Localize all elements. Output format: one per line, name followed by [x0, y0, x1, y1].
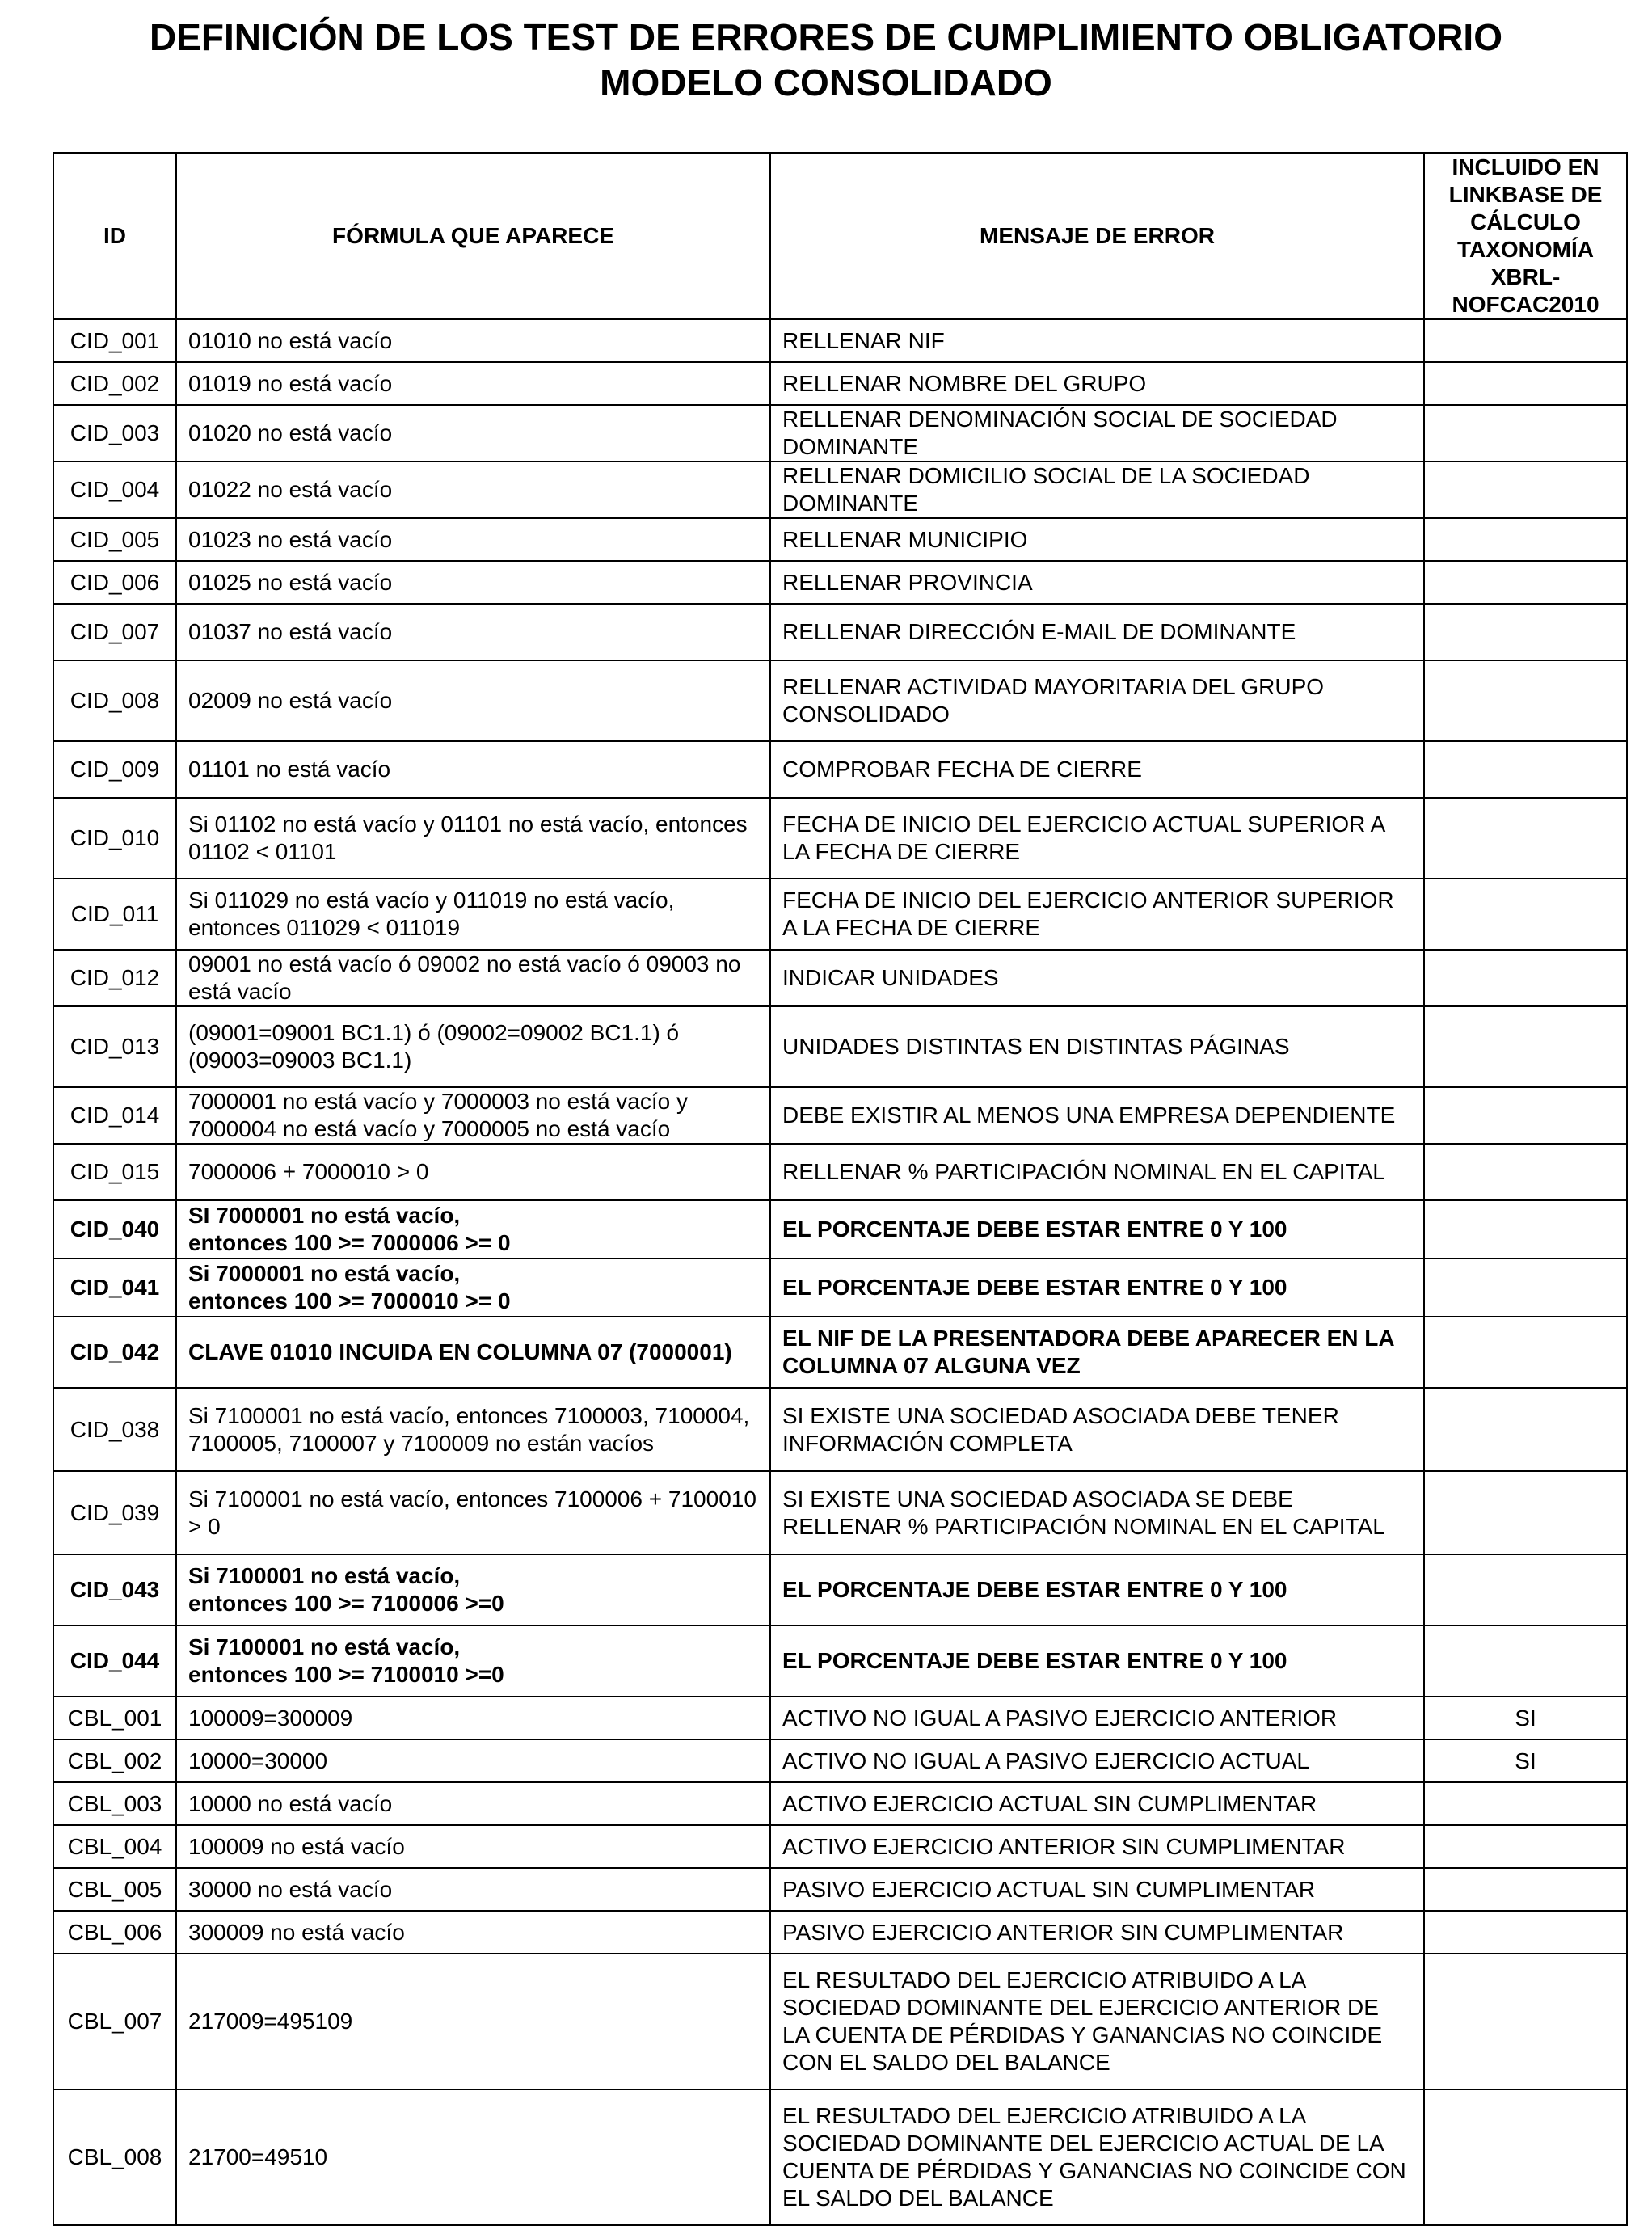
cell-incluido: [1424, 741, 1627, 798]
table-row: [53, 1697, 1627, 1739]
cell-formula: 21700=49510: [176, 2089, 770, 2225]
cell-mensaje: EL RESULTADO DEL EJERCICIO ATRIBUIDO A LA SOCIEDAD DOMINANTE DEL EJERCICIO ACTUAL DE LA CUENTA DE PÉRDIDAS Y GANANCIAS NO COINCIDE CON EL SALDO DEL BALANCE: [770, 2089, 1424, 2225]
cell-incluido: SI: [1424, 1697, 1627, 1739]
cell-incluido: [1424, 1006, 1627, 1087]
cell-formula: 10000 no está vacío: [176, 1782, 770, 1825]
table-row: [53, 1471, 1627, 1554]
cell-incluido: [1424, 1258, 1627, 1317]
header-id: ID: [53, 153, 176, 319]
cell-formula: 09001 no está vacío ó 09002 no está vacío ó 09003 no está vacío: [176, 950, 770, 1006]
cell-id: CID_044: [53, 1625, 176, 1697]
cell-id: CID_012: [53, 950, 176, 1006]
cell-formula: 7000006 + 7000010 > 0: [176, 1144, 770, 1200]
cell-id: CID_041: [53, 1258, 176, 1317]
table-row: [53, 1868, 1627, 1911]
cell-id: CID_002: [53, 362, 176, 405]
cell-mensaje: RELLENAR DENOMINACIÓN SOCIAL DE SOCIEDAD DOMINANTE: [770, 405, 1424, 462]
cell-mensaje: ACTIVO NO IGUAL A PASIVO EJERCICIO ANTERIOR: [770, 1697, 1424, 1739]
cell-formula: Si 7100001 no está vacío, entonces 100 >= 7100010 >=0: [176, 1625, 770, 1697]
title-line-2: MODELO CONSOLIDADO: [600, 61, 1052, 103]
cell-formula: SI 7000001 no está vacío, entonces 100 >= 7000006 >= 0: [176, 1200, 770, 1258]
table-row: [53, 1087, 1627, 1144]
cell-formula: 217009=495109: [176, 1954, 770, 2089]
cell-incluido: [1424, 879, 1627, 950]
cell-incluido: [1424, 462, 1627, 518]
cell-id: CID_008: [53, 660, 176, 741]
table-row: [53, 1625, 1627, 1697]
cell-mensaje: EL PORCENTAJE DEBE ESTAR ENTRE 0 Y 100: [770, 1258, 1424, 1317]
table-header-row: [53, 153, 1627, 319]
cell-id: CBL_003: [53, 1782, 176, 1825]
cell-mensaje: RELLENAR NOMBRE DEL GRUPO: [770, 362, 1424, 405]
header-incluido: INCLUIDO EN LINKBASE DE CÁLCULO TAXONOMÍA XBRL-NOFCAC2010: [1424, 153, 1627, 319]
cell-incluido: [1424, 1554, 1627, 1625]
table-row: [53, 405, 1627, 462]
cell-incluido: [1424, 950, 1627, 1006]
cell-mensaje: ACTIVO NO IGUAL A PASIVO EJERCICIO ACTUAL: [770, 1739, 1424, 1782]
table-row: [53, 798, 1627, 879]
table-row: [53, 741, 1627, 798]
cell-formula: 30000 no está vacío: [176, 1868, 770, 1911]
cell-id: CID_005: [53, 518, 176, 561]
cell-id: CID_003: [53, 405, 176, 462]
cell-mensaje: PASIVO EJERCICIO ANTERIOR SIN CUMPLIMENTAR: [770, 1911, 1424, 1954]
table-row: [53, 362, 1627, 405]
cell-formula: 10000=30000: [176, 1739, 770, 1782]
table-body: [53, 319, 1627, 2225]
header-mensaje: MENSAJE DE ERROR: [770, 153, 1424, 319]
cell-incluido: [1424, 561, 1627, 604]
table-row: [53, 319, 1627, 362]
cell-id: CBL_005: [53, 1868, 176, 1911]
cell-mensaje: INDICAR UNIDADES: [770, 950, 1424, 1006]
cell-id: CBL_008: [53, 2089, 176, 2225]
cell-id: CID_043: [53, 1554, 176, 1625]
cell-incluido: SI: [1424, 1739, 1627, 1782]
table-row: [53, 950, 1627, 1006]
table-row: [53, 1388, 1627, 1471]
table-row: [53, 1006, 1627, 1087]
table-row: [53, 1911, 1627, 1954]
cell-incluido: [1424, 405, 1627, 462]
cell-incluido: [1424, 798, 1627, 879]
cell-mensaje: RELLENAR DIRECCIÓN E-MAIL DE DOMINANTE: [770, 604, 1424, 660]
cell-mensaje: EL PORCENTAJE DEBE ESTAR ENTRE 0 Y 100: [770, 1200, 1424, 1258]
table-row: [53, 1258, 1627, 1317]
table-row: [53, 1782, 1627, 1825]
cell-mensaje: EL PORCENTAJE DEBE ESTAR ENTRE 0 Y 100: [770, 1554, 1424, 1625]
cell-incluido: [1424, 1868, 1627, 1911]
table-row: [53, 561, 1627, 604]
cell-mensaje: RELLENAR MUNICIPIO: [770, 518, 1424, 561]
document-title: [0, 15, 1652, 105]
cell-incluido: [1424, 1911, 1627, 1954]
cell-mensaje: RELLENAR PROVINCIA: [770, 561, 1424, 604]
cell-formula: Si 7100001 no está vacío, entonces 100 >= 7100006 >=0: [176, 1554, 770, 1625]
cell-mensaje: RELLENAR DOMICILIO SOCIAL DE LA SOCIEDAD DOMINANTE: [770, 462, 1424, 518]
cell-incluido: [1424, 518, 1627, 561]
cell-mensaje: ACTIVO EJERCICIO ANTERIOR SIN CUMPLIMENTAR: [770, 1825, 1424, 1868]
cell-mensaje: COMPROBAR FECHA DE CIERRE: [770, 741, 1424, 798]
cell-incluido: [1424, 1471, 1627, 1554]
cell-mensaje: UNIDADES DISTINTAS EN DISTINTAS PÁGINAS: [770, 1006, 1424, 1087]
cell-id: CID_015: [53, 1144, 176, 1200]
cell-id: CBL_007: [53, 1954, 176, 2089]
cell-incluido: [1424, 660, 1627, 741]
cell-incluido: [1424, 1317, 1627, 1388]
cell-formula: 100009=300009: [176, 1697, 770, 1739]
cell-mensaje: SI EXISTE UNA SOCIEDAD ASOCIADA SE DEBE RELLENAR % PARTICIPACIÓN NOMINAL EN EL CAPITAL: [770, 1471, 1424, 1554]
cell-formula: 7000001 no está vacío y 7000003 no está vacío y 7000004 no está vacío y 7000005 no está vacío: [176, 1087, 770, 1144]
cell-incluido: [1424, 604, 1627, 660]
cell-mensaje: PASIVO EJERCICIO ACTUAL SIN CUMPLIMENTAR: [770, 1868, 1424, 1911]
cell-incluido: [1424, 1954, 1627, 2089]
cell-incluido: [1424, 2089, 1627, 2225]
cell-formula: 01022 no está vacío: [176, 462, 770, 518]
cell-incluido: [1424, 362, 1627, 405]
cell-mensaje: DEBE EXISTIR AL MENOS UNA EMPRESA DEPENDIENTE: [770, 1087, 1424, 1144]
cell-mensaje: EL PORCENTAJE DEBE ESTAR ENTRE 0 Y 100: [770, 1625, 1424, 1697]
cell-formula: 01023 no está vacío: [176, 518, 770, 561]
cell-incluido: [1424, 1200, 1627, 1258]
cell-formula: 01010 no está vacío: [176, 319, 770, 362]
cell-formula: 02009 no está vacío: [176, 660, 770, 741]
table-row: [53, 604, 1627, 660]
cell-formula: 100009 no está vacío: [176, 1825, 770, 1868]
cell-mensaje: FECHA DE INICIO DEL EJERCICIO ANTERIOR SUPERIOR A LA FECHA DE CIERRE: [770, 879, 1424, 950]
cell-mensaje: ACTIVO EJERCICIO ACTUAL SIN CUMPLIMENTAR: [770, 1782, 1424, 1825]
cell-formula: 01101 no está vacío: [176, 741, 770, 798]
cell-mensaje: SI EXISTE UNA SOCIEDAD ASOCIADA DEBE TENER INFORMACIÓN COMPLETA: [770, 1388, 1424, 1471]
cell-id: CID_014: [53, 1087, 176, 1144]
table-row: [53, 879, 1627, 950]
cell-mensaje: EL RESULTADO DEL EJERCICIO ATRIBUIDO A LA SOCIEDAD DOMINANTE DEL EJERCICIO ANTERIOR DE LA CUENTA DE PÉRDIDAS Y GANANCIAS NO COINCIDE CON EL SALDO DEL BALANCE: [770, 1954, 1424, 2089]
cell-formula: Si 011029 no está vacío y 011019 no está vacío, entonces 011029 < 011019: [176, 879, 770, 950]
cell-id: CID_006: [53, 561, 176, 604]
cell-incluido: [1424, 1625, 1627, 1697]
table-row: [53, 1317, 1627, 1388]
table-row: [53, 462, 1627, 518]
table-row: [53, 1739, 1627, 1782]
cell-formula: CLAVE 01010 INCUIDA EN COLUMNA 07 (7000001): [176, 1317, 770, 1388]
table-row: [53, 1954, 1627, 2089]
cell-mensaje: EL NIF DE LA PRESENTADORA DEBE APARECER EN LA COLUMNA 07 ALGUNA VEZ: [770, 1317, 1424, 1388]
cell-id: CID_013: [53, 1006, 176, 1087]
cell-id: CID_009: [53, 741, 176, 798]
cell-id: CBL_006: [53, 1911, 176, 1954]
cell-incluido: [1424, 319, 1627, 362]
cell-formula: Si 01102 no está vacío y 01101 no está vacío, entonces 01102 < 01101: [176, 798, 770, 879]
cell-mensaje: RELLENAR ACTIVIDAD MAYORITARIA DEL GRUPO CONSOLIDADO: [770, 660, 1424, 741]
cell-mensaje: RELLENAR % PARTICIPACIÓN NOMINAL EN EL CAPITAL: [770, 1144, 1424, 1200]
table-row: [53, 1144, 1627, 1200]
cell-formula: Si 7100001 no está vacío, entonces 7100006 + 7100010 > 0: [176, 1471, 770, 1554]
cell-formula: 01037 no está vacío: [176, 604, 770, 660]
cell-formula: Si 7000001 no está vacío, entonces 100 >= 7000010 >= 0: [176, 1258, 770, 1317]
cell-incluido: [1424, 1782, 1627, 1825]
cell-formula: 01019 no está vacío: [176, 362, 770, 405]
cell-incluido: [1424, 1087, 1627, 1144]
cell-id: CID_039: [53, 1471, 176, 1554]
cell-id: CBL_001: [53, 1697, 176, 1739]
cell-id: CID_011: [53, 879, 176, 950]
title-line-1: DEFINICIÓN DE LOS TEST DE ERRORES DE CUMPLIMIENTO OBLIGATORIO: [150, 16, 1502, 58]
cell-id: CID_004: [53, 462, 176, 518]
cell-id: CID_040: [53, 1200, 176, 1258]
cell-id: CBL_002: [53, 1739, 176, 1782]
cell-id: CID_042: [53, 1317, 176, 1388]
cell-formula: Si 7100001 no está vacío, entonces 7100003, 7100004, 7100005, 7100007 y 7100009 no están vacíos: [176, 1388, 770, 1471]
cell-id: CID_038: [53, 1388, 176, 1471]
header-formula: FÓRMULA QUE APARECE: [176, 153, 770, 319]
table-row: [53, 518, 1627, 561]
cell-incluido: [1424, 1388, 1627, 1471]
cell-id: CID_001: [53, 319, 176, 362]
cell-mensaje: RELLENAR NIF: [770, 319, 1424, 362]
cell-id: CID_010: [53, 798, 176, 879]
table-row: [53, 1554, 1627, 1625]
cell-formula: 300009 no está vacío: [176, 1911, 770, 1954]
cell-incluido: [1424, 1825, 1627, 1868]
cell-mensaje: FECHA DE INICIO DEL EJERCICIO ACTUAL SUPERIOR A LA FECHA DE CIERRE: [770, 798, 1424, 879]
error-tests-table: [53, 152, 1628, 2226]
cell-id: CID_007: [53, 604, 176, 660]
cell-incluido: [1424, 1144, 1627, 1200]
table-row: [53, 2089, 1627, 2225]
table-row: [53, 1200, 1627, 1258]
table-row: [53, 660, 1627, 741]
table-row: [53, 1825, 1627, 1868]
cell-formula: 01025 no está vacío: [176, 561, 770, 604]
cell-formula: 01020 no está vacío: [176, 405, 770, 462]
cell-formula: (09001=09001 BC1.1) ó (09002=09002 BC1.1) ó (09003=09003 BC1.1): [176, 1006, 770, 1087]
cell-id: CBL_004: [53, 1825, 176, 1868]
